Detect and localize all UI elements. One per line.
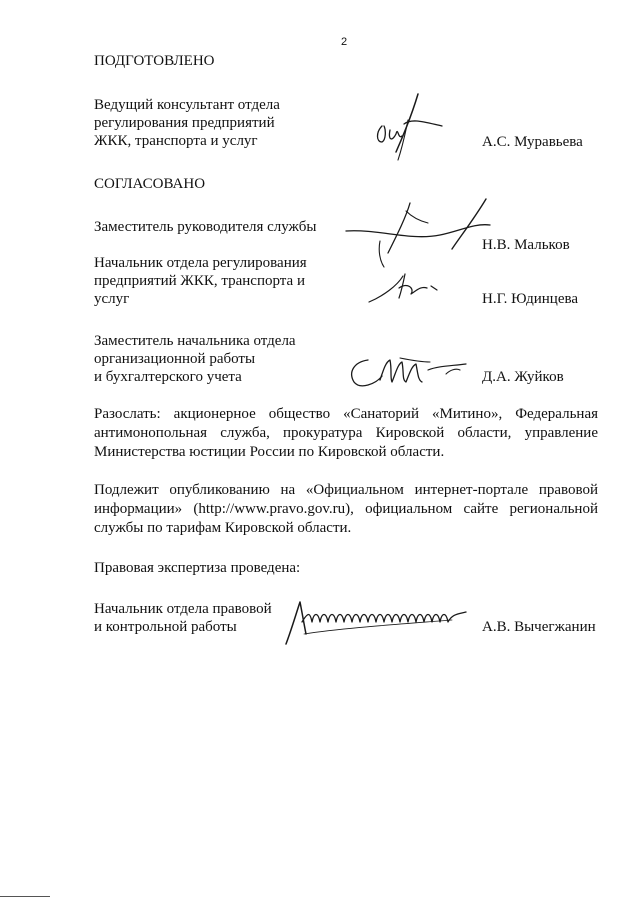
signer-title-line: организационной работы bbox=[94, 351, 256, 367]
prepared-title-line: Ведущий консультант отдела bbox=[94, 97, 280, 113]
signature-yudintseva bbox=[365, 268, 455, 308]
agreed-heading: СОГЛАСОВАНО bbox=[94, 176, 206, 192]
signature-malkov bbox=[340, 193, 500, 275]
prepared-signer-name: А.С. Муравьева bbox=[482, 134, 583, 150]
legal-review-heading: Правовая экспертиза проведена: bbox=[94, 560, 301, 576]
signer-title-line: Заместитель начальника отдела bbox=[94, 333, 296, 349]
signer-title-line: Начальник отдела регулирования bbox=[94, 255, 307, 271]
prepared-title-line: ЖКК, транспорта и услуг bbox=[94, 133, 258, 149]
signature-muravyeva bbox=[368, 90, 448, 170]
page-number: 2 bbox=[341, 36, 348, 48]
signature-zhuykov bbox=[340, 352, 470, 394]
signer-name: Д.А. Жуйков bbox=[482, 369, 564, 385]
signer-title-line: услуг bbox=[94, 291, 130, 307]
publication-paragraph: Подлежит опубликованию на «Официальном интернет-портале правовой информации» (http://www.pravo.gov.ru), официальном сайте региональной службы по тарифам Кировской области. bbox=[94, 482, 598, 536]
signer-name: Н.Г. Юдинцева bbox=[482, 291, 579, 307]
signer-name: Н.В. Мальков bbox=[482, 237, 570, 253]
legal-review-signer-name: А.В. Вычегжанин bbox=[482, 619, 596, 635]
distribution-paragraph: Разослать: акционерное общество «Санаторий «Митино», Федеральная антимонопольная служба, прокуратура Кировской области, управление Министерства юстиции России по Кировской области. bbox=[94, 406, 598, 460]
signer-title-line: и бухгалтерского учета bbox=[94, 369, 242, 385]
signature-vychegzhanin bbox=[282, 598, 472, 650]
footer-rule bbox=[0, 896, 50, 897]
signer-title-line: Заместитель руководителя службы bbox=[94, 219, 317, 235]
legal-review-title-line: и контрольной работы bbox=[94, 619, 237, 635]
signer-title-line: предприятий ЖКК, транспорта и bbox=[94, 273, 305, 289]
legal-review-title-line: Начальник отдела правовой bbox=[94, 601, 272, 617]
prepared-heading: ПОДГОТОВЛЕНО bbox=[94, 53, 215, 69]
prepared-title-line: регулирования предприятий bbox=[94, 115, 275, 131]
